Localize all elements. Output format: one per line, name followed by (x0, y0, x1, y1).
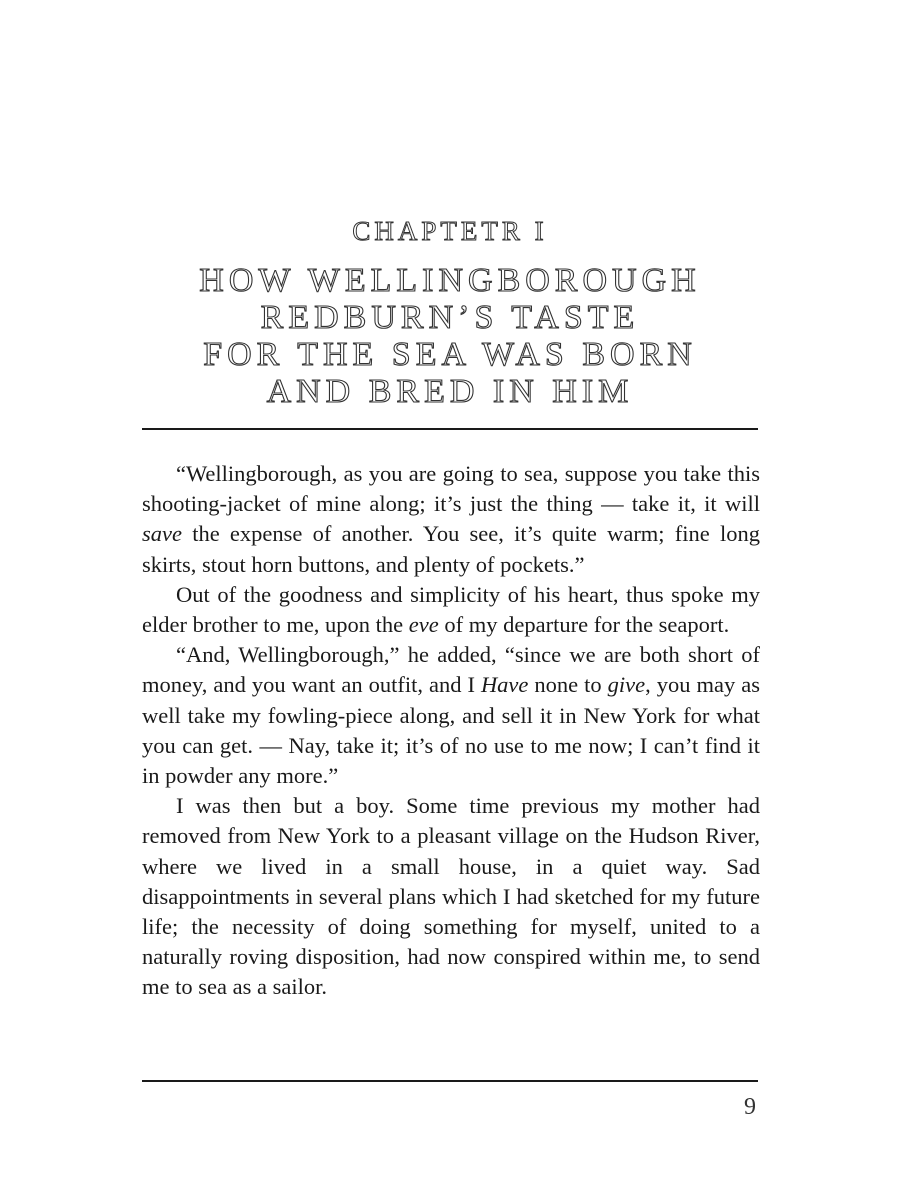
text-segment: “And, Wellingborough,” he added, “since we are both short of money, and you want an outfit, and I (142, 642, 760, 698)
bottom-divider (142, 1080, 758, 1082)
chapter-title (0, 262, 900, 410)
text-segment: “Wellingborough, as you are going to sea, suppose you take this shooting-jacket of mine along; it’s just the thing — take it, it will (142, 461, 760, 517)
chapter-title-line: HOW WELLINGBOROUGH (199, 262, 701, 299)
chapter-label: CHAPTETR I (352, 216, 548, 246)
text-segment: of my departure for the seaport. (438, 612, 730, 638)
text-segment: , you may as well take my fowling-piece along, and sell it in New York for what you can get. — Nay, take it; it’s of no use to me now; I can’t find it in powder any more.” (142, 672, 760, 789)
body-text (142, 459, 760, 1003)
italic-segment: give (607, 672, 646, 698)
italic-segment: eve (408, 612, 439, 638)
paragraph (142, 640, 760, 791)
italic-segment: save (142, 521, 182, 547)
paragraph (142, 580, 760, 640)
text-segment: none to (528, 672, 608, 698)
chapter-title-line: AND BRED IN HIM (266, 373, 634, 410)
paragraph (142, 459, 760, 580)
text-segment: Out of the goodness and simplicity of his heart, thus spoke my elder brother to me, upon the (142, 581, 760, 638)
page-number: 9 (744, 1094, 756, 1120)
text-segment: I was then but a boy. Some time previous my mother had removed from New York to a pleasant village on the Hudson River, where we lived in a small house, in a quiet way. Sad disappointments in several plans which I had sketched for my future life; the necessity of doing something for myself, united to a naturally roving disposition, had now conspired within me, to send me to sea as a sailor. (142, 793, 760, 1000)
chapter-title-line: FOR THE SEA WAS BORN (203, 336, 697, 373)
italic-segment: Have (480, 672, 529, 698)
text-segment: the expense of another. You see, it’s quite warm; fine long skirts, stout horn buttons, and plenty of pockets.” (142, 521, 760, 577)
top-divider (142, 428, 758, 430)
chapter-title-line: REDBURN’S TASTE (260, 299, 640, 336)
paragraph (142, 791, 760, 1002)
